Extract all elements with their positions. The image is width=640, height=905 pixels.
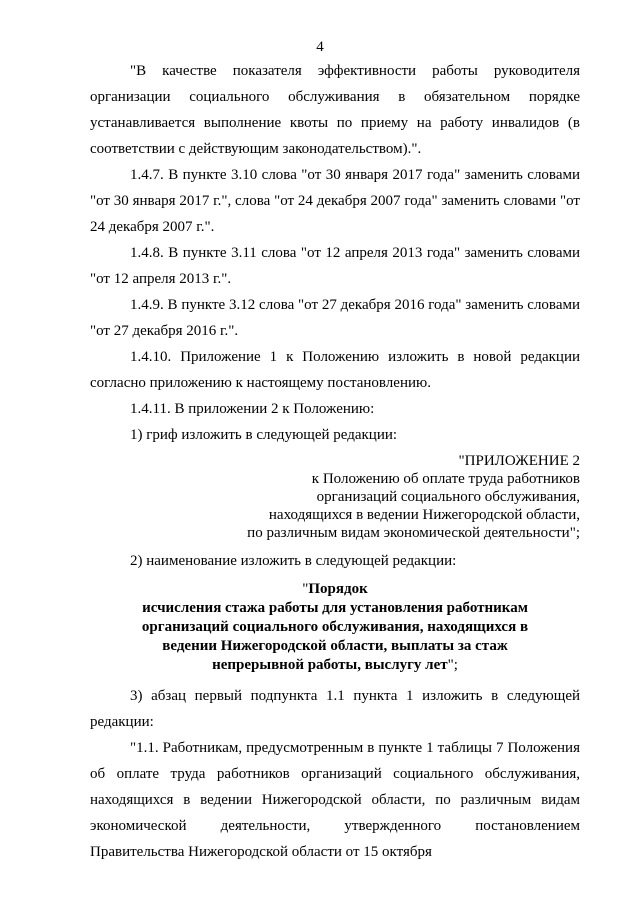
paragraph-1-4-8: 1.4.8. В пункте 3.11 слова "от 12 апреля 2013 года" заменить словами "от 12 апреля 2013 г.". <box>90 245 580 287</box>
title-line: организаций социального обслуживания, находящихся в <box>141 619 529 635</box>
paragraph-subclause-intro: 3) абзац первый подпункта 1.1 пункта 1 изложить в следующей редакции: <box>90 688 580 730</box>
paragraph-1-4-9: 1.4.9. В пункте 3.12 слова "от 27 декабря 2016 года" заменить словами "от 27 декабря 2016 г.". <box>90 297 580 339</box>
stamp-line: по различным видам экономической деятельности"; <box>247 525 580 541</box>
paragraph-1-1-quote: "1.1. Работникам, предусмотренным в пункте 1 таблицы 7 Положения об оплате труда работников организаций социального обслуживания, находящихся в ведении Нижегородской области, по различным видам экономической деятельности, утвержденного постановлением Правительства Нижегородской области от 15 октября <box>90 740 580 860</box>
document-title <box>90 574 580 683</box>
title-close-quote: "; <box>447 657 458 673</box>
appendix-stamp <box>90 448 580 548</box>
paragraph-1-4-10: 1.4.10. Приложение 1 к Положению изложить в новой редакции согласно приложению к настоящему постановлению. <box>90 349 580 391</box>
paragraph-quote-efficiency: "В качестве показателя эффективности работы руководителя организации социального обслуживания в обязательном порядке устанавливается выполнение квоты по приему на работу инвалидов (в соответствии с действующим законодательством).". <box>90 63 580 157</box>
title-line: ведении Нижегородской области, выплаты за стаж <box>162 638 508 654</box>
paragraph-1-4-11: 1.4.11. В приложении 2 к Положению: <box>130 401 375 417</box>
stamp-line: к Положению об оплате труда работников <box>311 471 580 487</box>
paragraph-1-4-7: 1.4.7. В пункте 3.10 слова "от 30 января 2017 года" заменить словами "от 30 января 2017 г.", слова "от 24 декабря 2007 года" заменить словами "от 24 декабря 2007 г.". <box>90 167 580 235</box>
stamp-line: "ПРИЛОЖЕНИЕ 2 <box>458 453 580 469</box>
paragraph-stamp-intro: 1) гриф изложить в следующей редакции: <box>130 427 398 443</box>
title-line: непрерывной работы, выслугу лет <box>212 657 448 673</box>
title-line: Порядок <box>308 581 368 597</box>
page-number: 4 <box>316 39 324 55</box>
paragraph-title-intro: 2) наименование изложить в следующей редакции: <box>130 553 457 569</box>
title-line: исчисления стажа работы для установления работникам <box>142 600 528 616</box>
stamp-line: организаций социального обслуживания, <box>316 489 580 505</box>
document-body <box>90 58 580 865</box>
title-open-quote: " <box>302 581 309 597</box>
stamp-line: находящихся в ведении Нижегородской области, <box>268 507 580 523</box>
